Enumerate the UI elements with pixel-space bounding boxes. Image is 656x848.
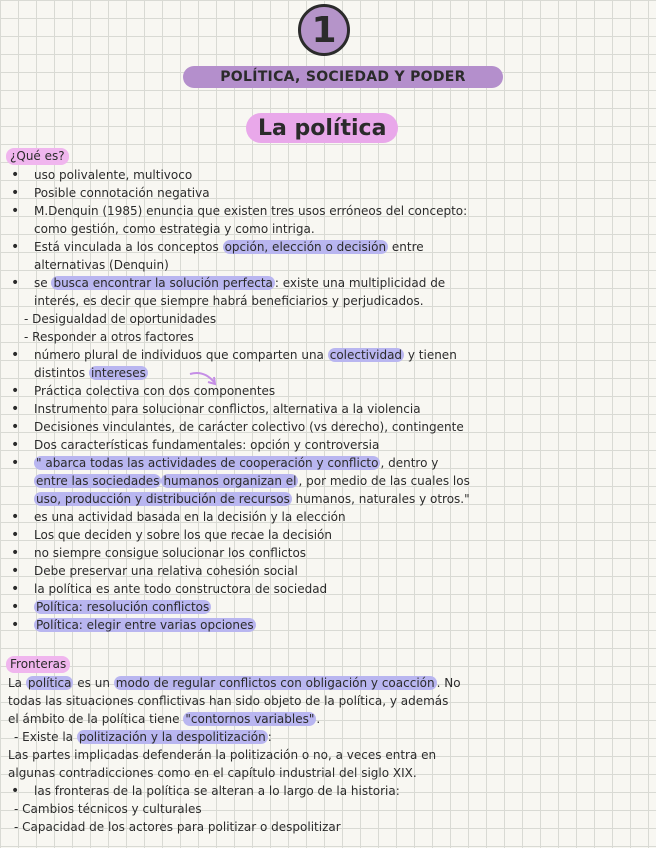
fronteras-list [8,674,648,836]
highlighted-text: humanos organizan el [163,474,297,488]
list-item [8,202,648,220]
text-segment: humanos, naturales y otros." [291,492,470,506]
section-title [246,113,398,143]
text-segment: : existe una multiplicidad de [274,276,446,290]
text-segment: Los que deciden y sobre los que recae la decisión [34,528,332,542]
text-segment: la política es ante todo constructora de sociedad [34,582,328,596]
section-title-text: La política [258,115,387,141]
highlighted-text: Política: elegir entre varias opciones [36,618,254,632]
list-item [8,490,648,508]
text-segment: y tienen [404,348,457,362]
list-item [8,454,648,472]
text-segment: - Cambios técnicos y culturales [14,802,202,816]
text-segment: entre [388,240,424,254]
paragraph-line [8,746,648,764]
list-item [8,544,648,562]
text-segment: . [316,712,321,726]
highlighted-text: entre las sociedades [36,474,160,488]
text-segment: distintos [34,366,89,380]
text-segment: : [267,730,272,744]
list-item [8,418,648,436]
paragraph-line [8,710,648,728]
highlighted-text: "contornos variables" [185,712,315,726]
highlighted-text: colectividad [329,348,403,362]
highlighted-text: politización y la despolitización [78,730,266,744]
list-item [8,472,648,490]
text-segment: Las partes implicadas defenderán la politización o no, a veces entra en [8,748,437,762]
list-item [8,364,648,382]
list-item [8,220,648,238]
chapter-title-text: POLÍTICA, SOCIEDAD Y PODER [220,69,466,85]
paragraph-line [8,674,648,692]
list-item [8,166,648,184]
text-segment: Posible connotación negativa [34,186,210,200]
text-segment: alternativas (Denquin) [34,258,169,272]
paragraph-line [8,818,648,836]
text-segment: como gestión, como estrategia y como intriga. [34,222,315,236]
text-segment: interés, es decir que siempre habrá beneficiarios y perjudicados. [34,294,424,308]
list-item [8,328,648,346]
text-segment: Instrumento para solucionar conflictos, alternativa a la violencia [34,402,421,416]
list-item [8,274,648,292]
list-item [8,616,648,634]
text-segment: es una actividad basada en la decisión y la elección [34,510,346,524]
que-es-heading-text: ¿Qué es? [10,149,65,163]
text-segment: Debe preservar una relativa cohesión social [34,564,298,578]
text-segment: Decisiones vinculantes, de carácter colectivo (vs derecho), contingente [34,420,464,434]
list-item [8,562,648,580]
highlighted-text: uso, producción y distribución de recursos [36,492,290,506]
list-item [8,292,648,310]
fronteras-heading [6,656,70,673]
text-segment: uso polivalente, multivoco [34,168,193,182]
text-segment: M.Denquin (1985) enuncia que existen tres usos erróneos del concepto: [34,204,468,218]
text-segment: La [8,676,26,690]
paragraph-line [8,800,648,818]
list-item [8,256,648,274]
list-item [8,580,648,598]
text-segment: - Existe la [14,730,77,744]
list-item [8,526,648,544]
list-item [8,238,648,256]
list-item [8,310,648,328]
text-segment: las fronteras de la política se alteran a lo largo de la historia: [34,784,400,798]
text-segment: , por medio de las cuales los [298,474,470,488]
text-segment: , dentro y [380,456,439,470]
text-segment: algunas contradicciones como en el capítulo industrial del siglo XIX. [8,766,417,780]
paragraph-line [8,728,648,746]
list-item [8,346,648,364]
paragraph-line [8,692,648,710]
list-item [8,436,648,454]
que-es-heading [6,148,69,165]
list-item [8,382,648,400]
list-item [8,184,648,202]
text-segment: se [34,276,52,290]
text-segment: es un [73,676,114,690]
text-segment: - Desigualdad de oportunidades [24,312,217,326]
que-es-list [8,166,648,634]
paragraph-line [8,764,648,782]
list-item [8,400,648,418]
text-segment: no siempre consigue solucionar los conflictos [34,546,307,560]
text-segment: número plural de individuos que comparten una [34,348,328,362]
highlighted-text: intereses [90,366,146,380]
highlighted-text: busca encontrar la solución perfecta [53,276,273,290]
text-segment: - Responder a otros factores [24,330,194,344]
chapter-number-badge [298,4,350,56]
text-segment: Práctica colectiva con dos componentes [34,384,276,398]
highlighted-text: Política: resolución conflictos [36,600,210,614]
paragraph-line [8,782,648,800]
text-segment: todas las situaciones conflictivas han sido objeto de la política, y además [8,694,449,708]
fronteras-heading-text: Fronteras [10,657,67,671]
list-item [8,508,648,526]
highlighted-text: política [27,676,72,690]
text-segment: el ámbito de la política tiene [8,712,184,726]
chapter-title [183,66,503,88]
curved-arrow-icon [188,368,222,390]
highlighted-text: opción, elección o decisión [224,240,387,254]
text-segment: . No [436,676,461,690]
text-segment: Dos características fundamentales: opción y controversia [34,438,380,452]
text-segment: - Capacidad de los actores para politizar o despolitizar [14,820,341,834]
chapter-number: 1 [311,9,337,51]
highlighted-text: modo de regular conflictos con obligación y coacción [115,676,435,690]
highlighted-text: " abarca todas las actividades de cooperación y conflicto [36,456,379,470]
list-item [8,598,648,616]
text-segment: Está vinculada a los conceptos [34,240,223,254]
